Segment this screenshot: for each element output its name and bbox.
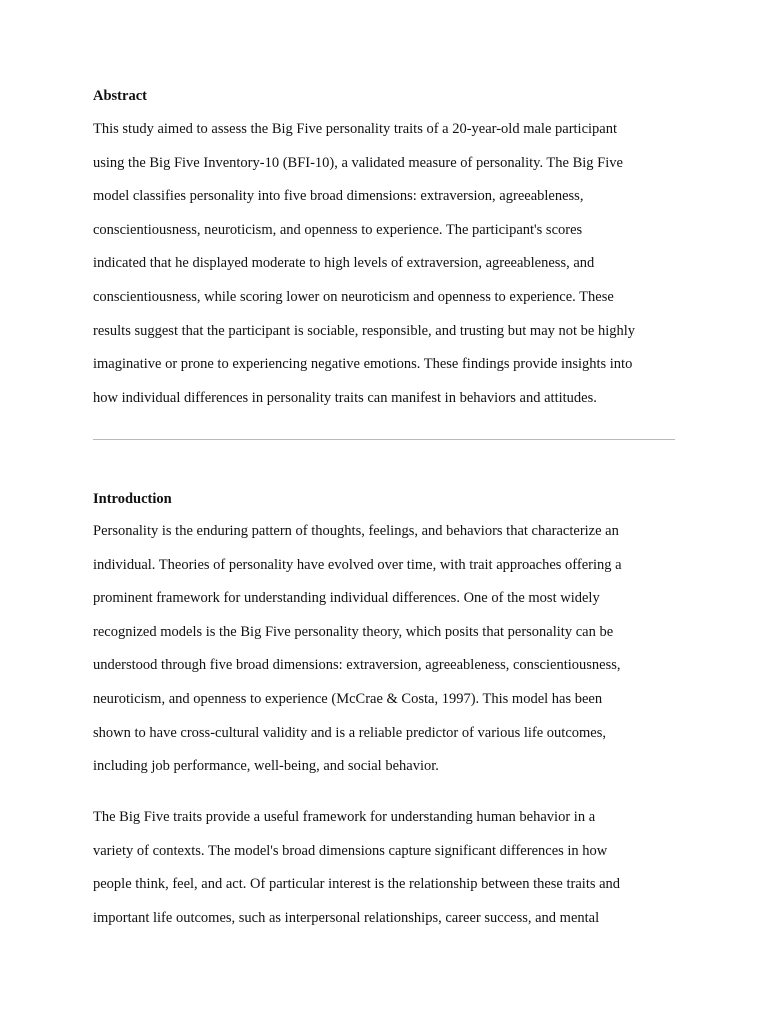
intro-line: Personality is the enduring pattern of thoughts, feelings, and behaviors that characterize an	[93, 523, 619, 539]
intro-line: neuroticism, and openness to experience (McCrae & Costa, 1997). This model has been	[93, 690, 603, 707]
intro-line: shown to have cross-cultural validity and is a reliable predictor of various life outcomes,	[93, 724, 606, 741]
intro-line: people think, feel, and act. Of particular interest is the relationship between these traits and	[93, 876, 621, 893]
section-divider	[93, 439, 675, 440]
introduction-paragraph-2	[93, 801, 693, 935]
abstract-heading: Abstract	[93, 88, 147, 104]
intro-line: prominent framework for understanding individual differences. One of the most widely	[93, 590, 600, 607]
introduction-heading: Introduction	[93, 491, 172, 507]
intro-line: individual. Theories of personality have evolved over time, with trait approaches offering a	[93, 556, 622, 573]
intro-line: variety of contexts. The model's broad dimensions capture significant differences in how	[93, 842, 608, 859]
abstract-line: imaginative or prone to experiencing negative emotions. These findings provide insights into	[93, 356, 633, 373]
abstract-paragraph	[93, 113, 693, 415]
abstract-line: results suggest that the participant is sociable, responsible, and trusting but may not be highly	[93, 322, 636, 339]
intro-line: important life outcomes, such as interpersonal relationships, career success, and mental	[93, 909, 600, 926]
intro-line: understood through five broad dimensions: extraversion, agreeableness, conscientiousness,	[93, 657, 621, 674]
abstract-line: conscientiousness, neuroticism, and openness to experience. The participant's scores	[93, 221, 583, 238]
intro-line: The Big Five traits provide a useful framework for understanding human behavior in a	[93, 809, 596, 825]
abstract-line: using the Big Five Inventory-10 (BFI-10), a validated measure of personality. The Big Five	[93, 154, 623, 171]
abstract-line: model classifies personality into five broad dimensions: extraversion, agreeableness,	[93, 188, 584, 205]
abstract-line: how individual differences in personality traits can manifest in behaviors and attitudes.	[93, 389, 597, 406]
abstract-line: conscientiousness, while scoring lower on neuroticism and openness to experience. These	[93, 288, 614, 305]
introduction-paragraph-1	[93, 515, 693, 784]
intro-line: recognized models is the Big Five personality theory, which posits that personality can be	[93, 623, 614, 640]
abstract-line: This study aimed to assess the Big Five personality traits of a 20-year-old male participant	[93, 121, 618, 137]
abstract-line: indicated that he displayed moderate to high levels of extraversion, agreeableness, and	[93, 255, 595, 272]
intro-line: including job performance, well-being, and social behavior.	[93, 758, 439, 775]
